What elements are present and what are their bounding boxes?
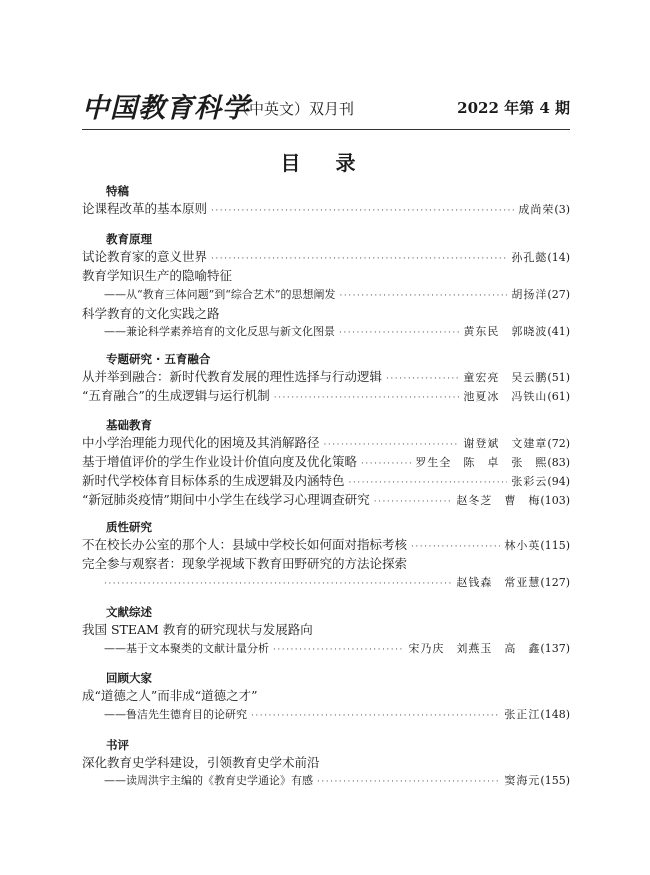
toc-entry[interactable] [82,266,232,285]
toc-entry[interactable] [82,554,407,573]
entry-page: (127) [540,576,570,589]
toc-entry[interactable] [82,199,570,218]
entry-authors: 赵钱森 常亚慧 [456,576,541,589]
entry-page: (72) [547,437,570,450]
entry-title: “五育融合”的生成逻辑与运行机制 [82,388,270,403]
entry-title: 教育学知识生产的隐喻特征 [82,268,233,283]
entry-subtitle: ——鲁洁先生德育目的论研究 [104,708,247,721]
entry-authors: 窦海元 [504,774,541,787]
section-heading: 基础教育 [106,418,152,432]
entry-page: (115) [540,539,570,552]
entry-page: (94) [547,475,570,488]
toc-entry-subtitle[interactable] [104,285,570,304]
entry-title: “新冠肺炎疫情”期间中小学生在线学习心理调查研究 [82,492,370,507]
entry-title: 论课程改革的基本原则 [82,201,208,216]
section-heading: 文献综述 [106,605,152,619]
entry-authors: 罗生全 陈 卓 张 熙 [415,456,548,469]
section-heading: 教育原理 [106,232,152,246]
entry-title: 中小学治理能力现代化的困境及其消解路径 [82,435,320,450]
entry-title: 基于增值评价的学生作业设计价值向度及优化策略 [82,454,358,469]
toc-entry[interactable] [82,490,570,509]
leader-dots [339,324,459,343]
entry-title: 成“道德之人”而非成“道德之才” [82,688,258,703]
entry-title: 从并举到融合：新时代教育发展的理性选择与行动逻辑 [82,369,383,384]
leader-dots [274,389,460,408]
toc-entry[interactable] [82,686,258,705]
entry-authors: 孙孔懿 [511,251,548,264]
section-heading: 特稿 [106,184,129,198]
entry-subtitle: ——从“教育三体问题”到“综合艺术”的思想阐发 [104,288,336,301]
entry-page: (83) [547,456,570,469]
entry-page: (137) [540,642,570,655]
toc-entry[interactable] [82,535,570,554]
section-heading: 专题研究 · 五育融合 [106,352,211,366]
entry-authors: 林小英 [504,539,541,552]
toc-title: 目 录 [280,151,370,175]
toc-entry-subtitle[interactable] [104,322,570,341]
entry-page: (27) [547,288,570,301]
toc-entry-subtitle[interactable] [104,705,570,724]
section-heading: 书评 [106,738,129,752]
entry-page: (41) [547,325,570,338]
entry-page: (3) [554,203,570,216]
leader-dots [251,707,500,726]
entry-authors: 胡扬洋 [511,288,548,301]
section-heading: 质性研究 [106,520,152,534]
toc-entry-authors-line[interactable] [104,573,570,592]
entry-page: (51) [547,371,570,384]
entry-authors: 黄东民 郭晓波 [463,325,548,338]
leader-dots [317,773,500,792]
entry-title: 新时代学校体育目标体系的生成逻辑及内涵特色 [82,473,345,488]
entry-title: 试论教育家的意义世界 [82,249,208,264]
leader-dots [340,287,508,306]
entry-authors: 童宏亮 吴云鹏 [463,371,548,384]
toc-entry[interactable] [82,620,313,639]
entry-title: 我国 STEAM 教育的研究现状与发展路向 [82,622,313,637]
entry-page: (61) [547,390,570,403]
leader-dots [411,538,500,557]
leader-dots [374,493,453,512]
leader-dots [211,250,507,269]
entry-subtitle: ——基于文本聚类的文献计量分析 [104,642,269,655]
entry-authors: 张彩云 [511,475,548,488]
journal-subtitle: （中英文）双月刊 [234,100,355,118]
entry-title: 不在校长办公室的那个人：县域中学校长如何面对指标考核 [82,537,408,552]
entry-title: 深化教育史学科建设，引领教育史学术前沿 [82,755,320,770]
journal-header [82,92,570,126]
toc-entry[interactable] [82,471,570,490]
issue-label: 2022 年第 4 期 [457,99,570,117]
leader-dots [273,641,404,660]
journal-name: 中国教育科学 [82,93,250,124]
leader-dots [104,575,452,594]
toc-entry[interactable] [82,753,320,772]
entry-title: 科学教育的文化实践之路 [82,306,220,321]
entry-page: (103) [540,494,570,507]
header-divider [82,129,570,130]
toc-entry[interactable] [82,304,220,323]
toc-entry-subtitle[interactable] [104,771,570,790]
entry-subtitle: ——读周洪宇主编的《教育史学通论》有感 [104,774,313,787]
entry-authors: 赵冬芝 曹 梅 [456,494,541,507]
entry-page: (14) [547,251,570,264]
entry-authors: 谢登斌 文建章 [463,437,548,450]
entry-authors: 成尚荣 [518,203,555,216]
entry-authors: 张正江 [504,708,541,721]
toc-entry[interactable] [82,367,570,386]
toc-entry[interactable] [82,386,570,405]
entry-subtitle: ——兼论科学素养培育的文化反思与新文化图景 [104,325,335,338]
toc-entry[interactable] [82,452,570,471]
toc-entry[interactable] [82,247,570,266]
entry-page: (148) [540,708,570,721]
toc-entry[interactable] [82,433,570,452]
entry-authors: 宋乃庆 刘燕玉 高 鑫 [408,642,541,655]
entry-title: 完全参与观察者：现象学视域下教育田野研究的方法论探索 [82,556,408,571]
toc-entry-subtitle[interactable] [104,639,570,658]
entry-page: (155) [540,774,570,787]
section-heading: 回顾大家 [106,671,152,685]
leader-dots [211,202,514,221]
entry-authors: 池夏冰 冯铁山 [463,390,548,403]
